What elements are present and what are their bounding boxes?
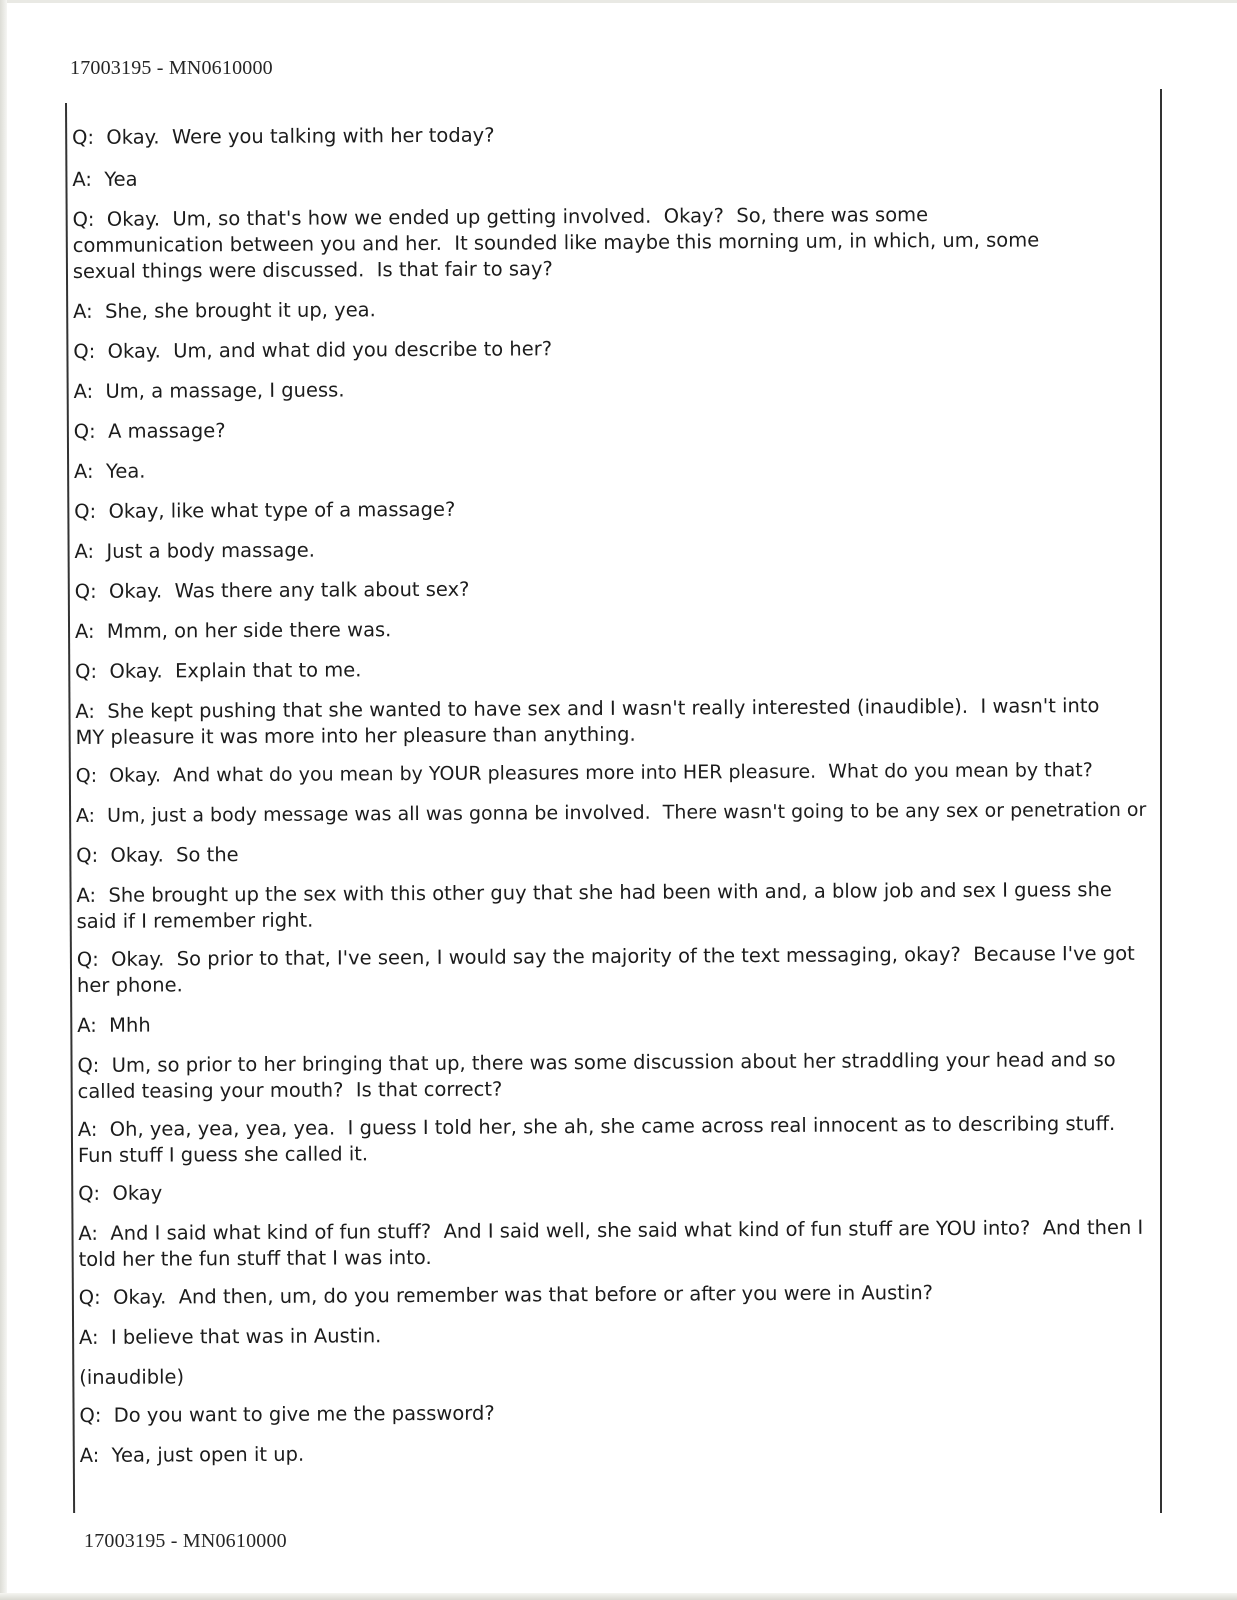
header-document-id: 17003195 - MN0610000 [70,57,273,79]
transcript-line: A: Um, just a body message was all was gonna be involved. There wasn't going to be any sex or penetration or [75,798,1147,827]
transcript-line: Q: Okay. Explain that to me. [75,658,362,683]
transcript-line: A: And I said what kind of fun stuff? And I said well, she said what kind of fun stuff are YOU into? And then I told her the fun stuff that I was into. [78,1215,1150,1271]
transcript-line: Q: Do you want to give me the password? [79,1401,495,1427]
transcript-line: A: Yea. [73,459,146,483]
transcript-line: A: Just a body massage. [74,538,315,563]
transcript-line: Q: Okay, like what type of a massage? [74,497,456,523]
transcript-line: Q: Okay. Were you talking with her today? [72,123,495,149]
transcript-line: Q: A massage? [73,419,226,443]
scan-top-edge [0,0,1237,3]
scan-bottom-edge [0,1593,1237,1600]
transcript-line: A: Mmm, on her side there was. [74,618,392,643]
transcript-line: A: She kept pushing that she wanted to have sex and I wasn't really interested (inaudible). I wasn't into MY pleasure it was more into her pleasure than anything. [75,694,1106,749]
footer-document-id: 17003195 - MN0610000 [84,1530,287,1552]
transcript-line: Q: Okay [78,1181,163,1205]
transcript-line: Q: Um, so prior to her bringing that up, there was some discussion about her straddling your head and so called teasing your mouth? Is that correct? [77,1047,1122,1103]
scan-left-edge [0,0,7,1600]
transcript-line: Q: Okay. Was there any talk about sex? [74,577,470,603]
transcript-line: A: Oh, yea, yea, yea, yea. I guess I told her, she ah, she came across real innocent as to describing stuff. Fun stuff I guess she called it. [77,1111,1128,1167]
transcript-line: Q: Okay. So prior to that, I've seen, I would say the majority of the text messaging, okay? Because I've got her phone. [76,941,1142,997]
transcript-line: Q: Okay. Um, and what did you describe to her? [73,337,553,363]
transcript-line: A: Yea, just open it up. [79,1442,305,1467]
transcript-line: Q: Okay. Um, so that's how we ended up getting involved. Okay? So, there was some communication between you and her. It sounded like maybe this morning um, in which, um, some sexual things were discussed. Is that fair to say? [72,203,1046,283]
transcript-line: A: Yea [72,167,138,191]
transcript-line: A: Mhh [77,1013,151,1037]
transcript-line: Q: Okay. And what do you mean by YOUR pleasures more into HER pleasure. What do you mean by that? [75,759,1093,787]
transcript-line: Q: Okay. And then, um, do you remember was that before or after you were in Austin? [78,1281,934,1309]
transcript-line: A: She, she brought it up, yea. [73,298,376,323]
transcript-body [72,119,1165,1469]
transcript-line: A: She brought up the sex with this other guy that she had been with and, a blow job and sex I guess she said if I remember right. [76,877,1119,933]
transcript-line: Q: Okay. So the [76,843,239,867]
transcript-line: A: I believe that was in Austin. [78,1324,382,1349]
transcript-line: (inaudible) [79,1365,185,1389]
transcript-line: A: Um, a massage, I guess. [73,378,345,403]
